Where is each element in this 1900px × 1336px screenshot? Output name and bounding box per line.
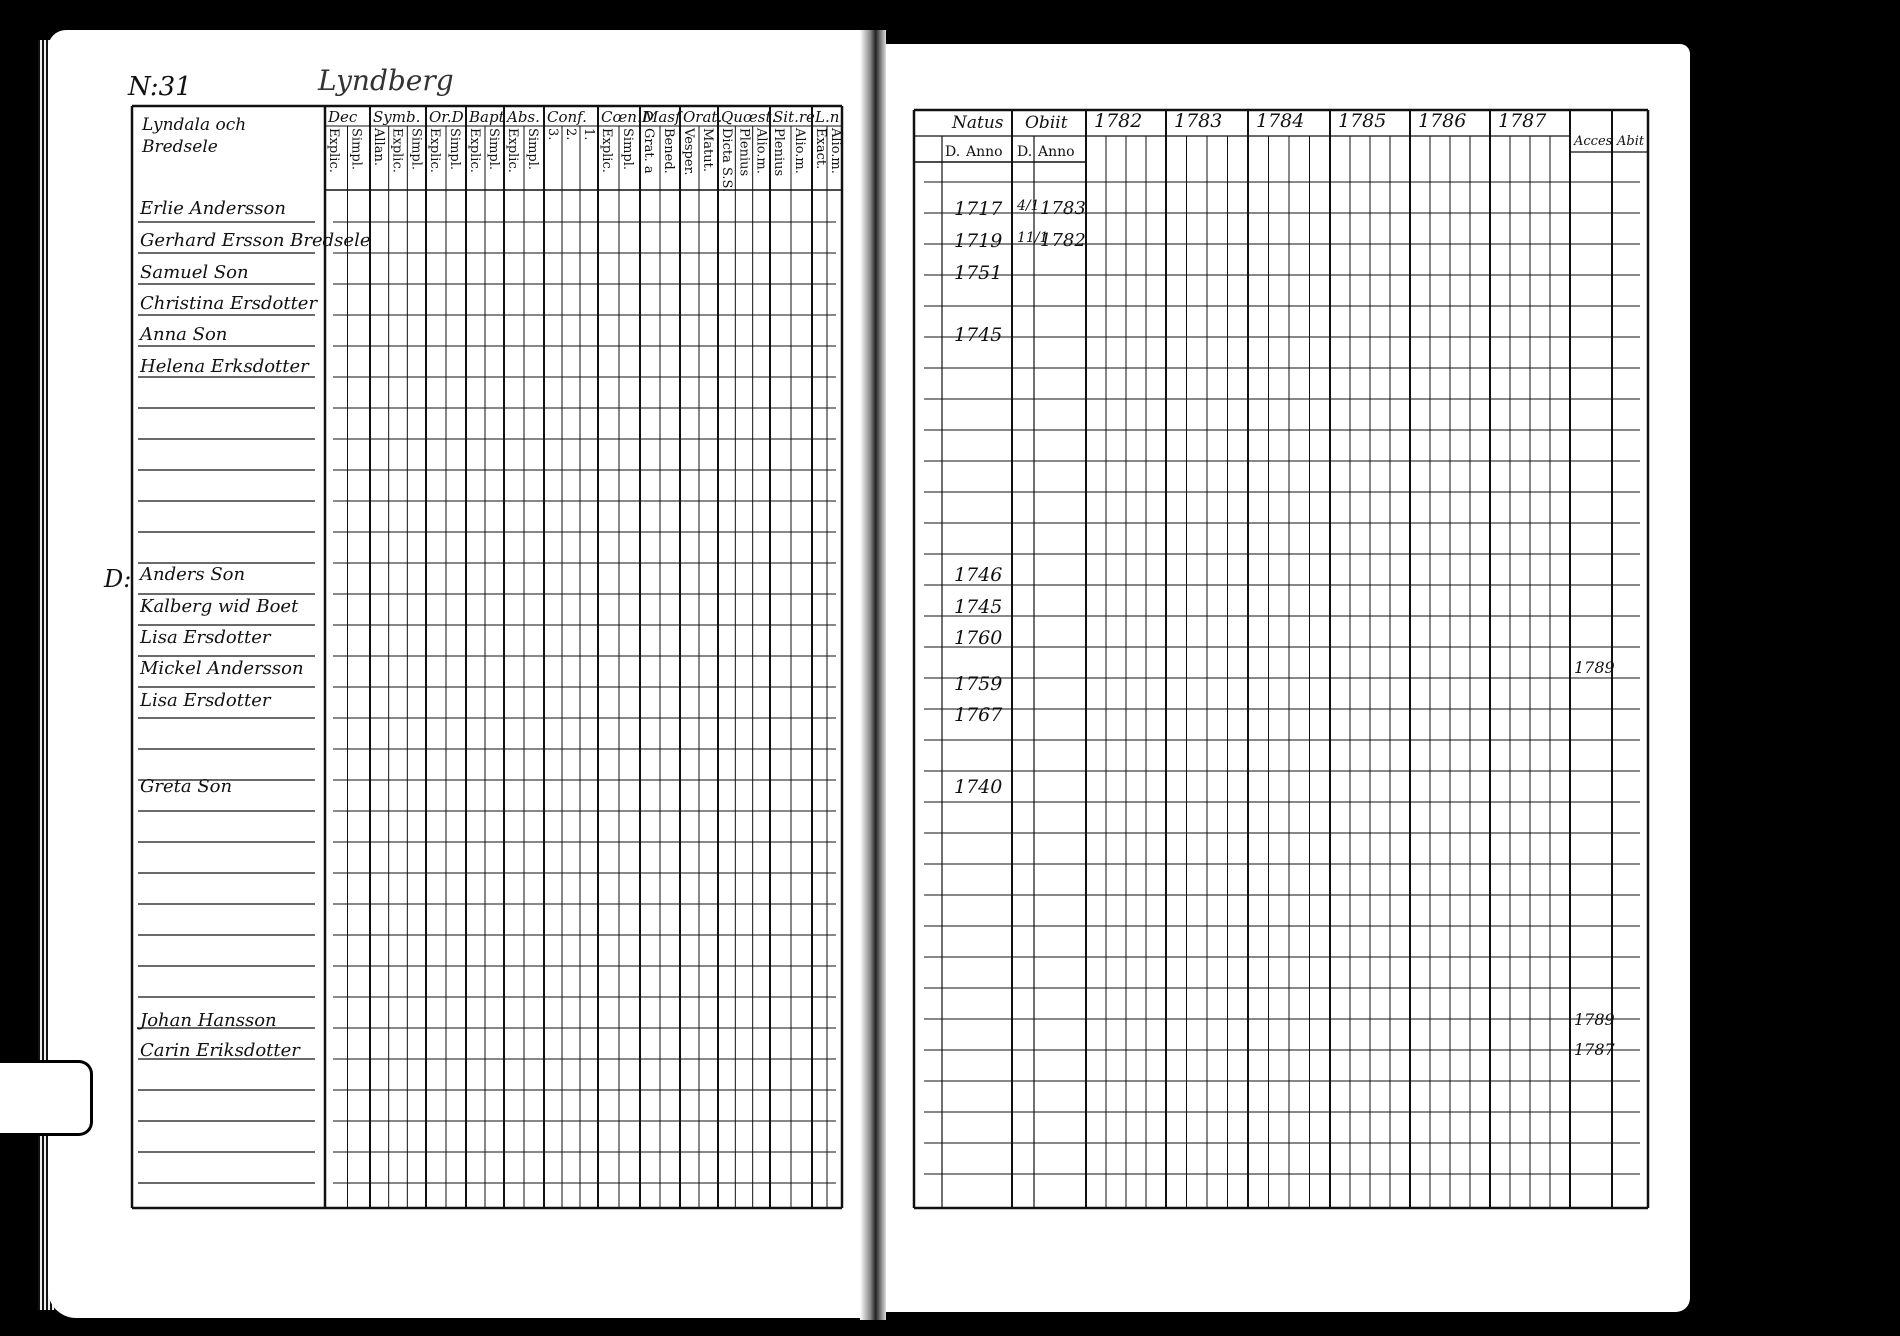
year-header: 1783 — [1174, 110, 1223, 132]
household-name: Kalberg wid Boet — [140, 596, 299, 617]
margin-note: D: — [104, 565, 132, 593]
sub-header-9-0: Dicta S.S. — [719, 128, 734, 193]
sub-header-5-0: 3. — [545, 128, 560, 141]
household-name: Anders Son — [140, 564, 246, 585]
column-header-4: Abs. — [507, 108, 540, 126]
household-name: Greta Son — [140, 776, 233, 797]
birth-year: 1760 — [954, 627, 1003, 649]
sub-header-9-2: Alio.m. — [753, 128, 769, 174]
sub-header-10-0: Plenius — [771, 128, 786, 177]
place-heading: Lyndberg — [318, 64, 454, 97]
death-day: 11/1 — [1017, 230, 1049, 246]
birth-year: 1746 — [954, 564, 1003, 586]
sub-header-6-1: Simpl. — [620, 128, 635, 171]
year-header: 1782 — [1094, 110, 1143, 132]
household-name: Christina Ersdotter — [140, 293, 318, 314]
obiit-header: Obiit — [1025, 113, 1068, 133]
sub-header-4-1: Simpl. — [525, 128, 540, 171]
abit-header: Abit — [1617, 134, 1645, 149]
sub-header-10-1: Alio.m. — [792, 128, 807, 174]
acces-header: Acces — [1574, 134, 1613, 149]
sub-header-1-0: Allan. — [371, 128, 386, 166]
sub-header-0-1: Simpl. — [348, 128, 364, 171]
birth-year: 1745 — [954, 324, 1003, 346]
sub-header-11-0: Exact. — [813, 128, 828, 170]
accession-year: 1789 — [1574, 658, 1615, 677]
household-name: Johan Hansson — [140, 1010, 277, 1031]
household-name: Lisa Ersdotter — [140, 690, 271, 711]
year-header: 1785 — [1338, 110, 1387, 132]
accession-year: 1787 — [1574, 1040, 1615, 1059]
name-column-header: Lyndala och Bredsele — [142, 115, 247, 157]
column-header-5: Conf. — [547, 108, 587, 126]
natus-anno-header: Anno — [966, 144, 1003, 160]
sub-header-8-0: Vesper. — [681, 128, 696, 176]
death-year: 1782 — [1040, 230, 1086, 251]
birth-year: 1751 — [954, 262, 1003, 284]
birth-year: 1740 — [954, 776, 1003, 798]
birth-year: 1717 — [954, 198, 1003, 220]
obiit-d-header: D. — [1017, 144, 1033, 160]
column-header-10: Sit.re — [773, 108, 815, 126]
column-header-8: Orat. — [683, 108, 723, 126]
sub-header-9-1: Plenius — [736, 128, 752, 177]
page-number: N:31 — [128, 72, 192, 102]
column-header-9: Quœst. — [721, 108, 777, 126]
household-name: Lisa Ersdotter — [140, 627, 271, 648]
sub-header-1-1: Explic. — [389, 128, 405, 173]
household-name: Helena Erksdotter — [140, 356, 309, 377]
year-header: 1786 — [1418, 110, 1467, 132]
sub-header-4-0: Explic. — [505, 128, 520, 173]
death-year: 1783 — [1040, 198, 1086, 219]
sub-header-2-0: Explic. — [427, 128, 442, 173]
household-name: Gerhard Ersson Bredsele — [140, 230, 371, 251]
birth-year: 1745 — [954, 596, 1003, 618]
household-name: Erlie Andersson — [140, 198, 286, 219]
column-header-3: Bapt — [469, 108, 505, 126]
household-name: Samuel Son — [140, 262, 249, 283]
sub-header-7-0: Grat. a — [641, 128, 656, 174]
sub-header-1-2: Simpl. — [408, 128, 424, 171]
year-header: 1787 — [1498, 110, 1547, 132]
birth-year: 1759 — [954, 673, 1003, 695]
sub-header-3-1: Simpl. — [486, 128, 501, 171]
obiit-anno-header: Anno — [1038, 144, 1075, 160]
column-header-0: Dec — [328, 108, 358, 126]
year-header: 1784 — [1256, 110, 1305, 132]
accession-year: 1789 — [1574, 1010, 1615, 1029]
column-header-2: Or.D — [429, 108, 464, 126]
natus-d-header: D. — [945, 144, 961, 160]
sub-header-2-1: Simpl. — [447, 128, 462, 171]
natus-header: Natus — [952, 113, 1004, 133]
sub-header-0-0: Explic. — [326, 128, 341, 173]
household-name: Mickel Andersson — [140, 658, 304, 679]
sub-header-3-0: Explic. — [467, 128, 482, 173]
sub-header-11-1: Alio.m. — [828, 128, 843, 174]
sub-header-6-0: Explic. — [599, 128, 614, 173]
sub-header-5-2: 1. — [581, 128, 596, 141]
sub-header-5-1: 2. — [563, 128, 578, 141]
death-day: 4/1 — [1017, 198, 1040, 214]
column-header-1: Symb. — [373, 108, 421, 126]
column-header-6: Cœn.D — [601, 108, 654, 126]
column-header-7: Masf — [643, 108, 681, 126]
household-name: Anna Son — [140, 324, 228, 345]
birth-year: 1719 — [954, 230, 1003, 252]
birth-year: 1767 — [954, 704, 1003, 726]
sub-header-7-1: Bened. — [661, 128, 676, 174]
household-name: Carin Eriksdotter — [140, 1040, 300, 1061]
column-header-11: L.n. — [815, 108, 845, 126]
sub-header-8-1: Matut. — [700, 128, 715, 173]
